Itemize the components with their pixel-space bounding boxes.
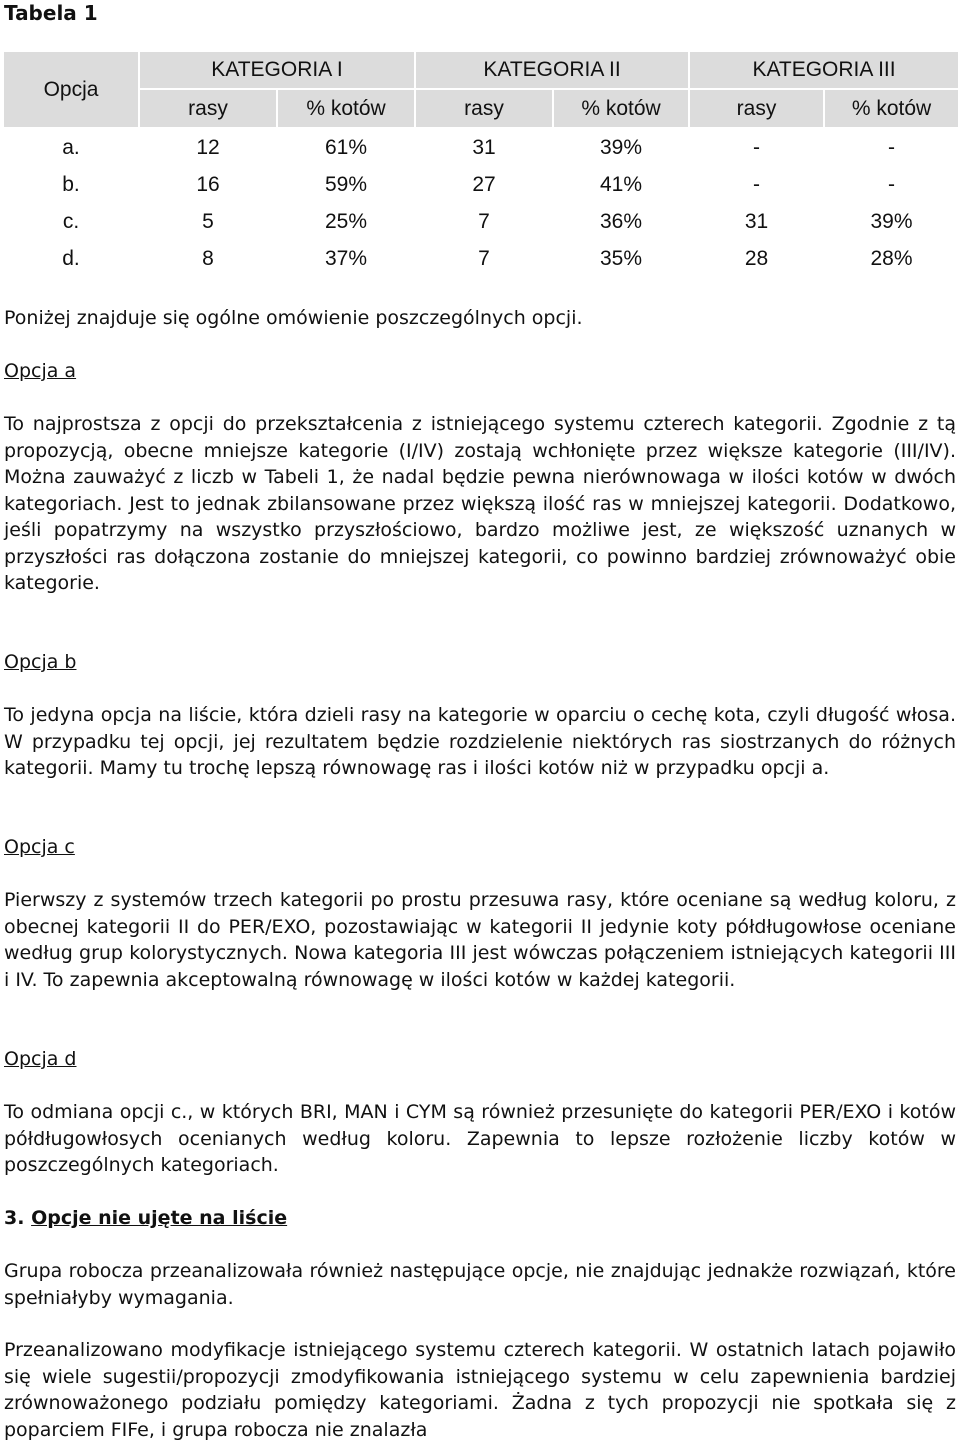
table-cell: 28% <box>870 246 913 270</box>
option-b-text: To jedyna opcja na liście, która dzieli rasy na kategorie w oparciu o cechę kota, czyli długość włosa. W przypadku tej opcji, jej rezultatem będzie rozdzielenie niektórych ras siostrzanych do różnych kategorii. Mamy tu trochę lepszą równowagę ras i ilości kotów niż w przypadku opcji a. <box>4 704 956 779</box>
table-cell: 7 <box>478 209 490 233</box>
table-cell: 16 <box>196 172 220 196</box>
section-3-paragraph-2: Przeanalizowano modyfikacje istniejącego systemu czterech kategorii. W ostatnich latach pojawiło się wiele sugestii/propozycji zmodyfikowania istniejącego systemu w celu zapewnienia bardziej zrównoważonego podziału pomiędzy kategoriami. Żadna z tych propozycji nie spotkała się z poparciem FIFe, i grupa robocza nie znalazła <box>4 1339 956 1441</box>
section-number: 3. <box>4 1207 25 1229</box>
table-cell: - <box>753 172 761 196</box>
table-cell: 31 <box>744 209 769 233</box>
option-b-heading: Opcja b <box>4 651 77 673</box>
option-column-header: Opcja <box>3 51 139 128</box>
intro-paragraph: Poniżej znajduje się ogólne omówienie poszczególnych opcji. <box>4 307 583 329</box>
table-cell: d. <box>62 246 80 270</box>
table-cell: 35% <box>600 246 643 270</box>
subheader-cell: % kotów <box>824 89 959 128</box>
subheader-cell: % kotów <box>277 89 415 128</box>
table-row <box>3 203 959 240</box>
option-a-text: To najprostsza z opcji do przekształcenia z istniejącego systemu czterech kategorii. Zgodnie z tą propozycją, obecne mniejsze kategorie (I/IV) zostają wchłonięte przez większe kategorie (III/IV). Można zauważyć z liczb w Tabeli 1, że nadal będzie pewna nierównowaga w ilości kotów w dwóch kategoriach. Jest to jednak zbilansowane przez większą ilość ras w mniejszej kategorii. Dodatkowo, jeśli popatrzymy na wszystko przyszłościowo, bardzo możliwe jest, ze większość uznanych w przyszłości ras dołączona zostanie do mniejszej kategorii, co powinno bardziej zrównoważyć obie kategorie. <box>4 413 956 594</box>
table-title: Tabela 1 <box>4 1 98 25</box>
table-cell: a. <box>62 135 80 159</box>
table-cell: b. <box>62 172 80 196</box>
table-cell: - <box>888 135 896 159</box>
option-d-heading: Opcja d <box>4 1048 77 1070</box>
table-cell: 39% <box>600 135 643 159</box>
subheader-cell: rasy <box>689 89 824 128</box>
table-row <box>3 128 959 166</box>
table-cell: 37% <box>324 246 368 270</box>
category-header: KATEGORIA I <box>139 51 415 89</box>
table-cell: 27 <box>472 172 496 196</box>
subheader-cell: rasy <box>415 89 553 128</box>
categories-table <box>2 50 960 277</box>
table-row <box>3 166 959 203</box>
table-subheader-row <box>3 89 959 128</box>
option-d-text: To odmiana opcji c., w których BRI, MAN i CYM są również przesunięte do kategorii PER/EXO i kotów półdługowłosych ocenianych według koloru. Zapewnia to lepsze rozłożenie liczby kotów w poszczególnych kategoriach. <box>4 1101 956 1176</box>
table-header-row <box>3 51 959 89</box>
table-cell: 61% <box>324 135 368 159</box>
table-cell: 8 <box>202 246 214 270</box>
section-3-heading <box>4 1205 287 1231</box>
table-cell: 31 <box>472 135 496 159</box>
table-row <box>3 240 959 277</box>
table-cell: 12 <box>196 135 220 159</box>
subheader-cell: rasy <box>139 89 277 128</box>
option-c-heading: Opcja c <box>4 836 75 858</box>
section-3-paragraph-1: Grupa robocza przeanalizowała również następujące opcje, nie znajdując jednakże rozwiązań, które spełniałyby wymagania. <box>4 1260 956 1309</box>
table-cell: 39% <box>870 209 913 233</box>
table-cell: 36% <box>600 209 643 233</box>
table-cell: - <box>753 135 761 159</box>
table-cell: 25% <box>324 209 368 233</box>
table-cell: 59% <box>324 172 368 196</box>
table-cell: 5 <box>202 209 214 233</box>
table-cell: 41% <box>600 172 643 196</box>
option-a-heading: Opcja a <box>4 360 77 382</box>
table-cell: - <box>888 172 896 196</box>
category-header: KATEGORIA II <box>415 51 689 89</box>
category-header: KATEGORIA III <box>689 51 959 89</box>
table-cell: 7 <box>478 246 490 270</box>
subheader-cell: % kotów <box>553 89 689 128</box>
table-cell: c. <box>62 209 80 233</box>
table-cell: 28 <box>744 246 769 270</box>
option-c-text: Pierwszy z systemów trzech kategorii po prostu przesuwa rasy, które oceniane są według koloru, z obecnej kategorii II do PER/EXO, pozostawiając w kategorii II jedynie koty półdługowłose oceniane według grup kolorystycznych. Nowa kategoria III jest wówczas połączeniem istniejących kategorii III i IV. To zapewnia akceptowalną równowagę w ilości kotów w każdej kategorii. <box>4 889 956 991</box>
section-title: Opcje nie ujęte na liście <box>31 1207 288 1229</box>
